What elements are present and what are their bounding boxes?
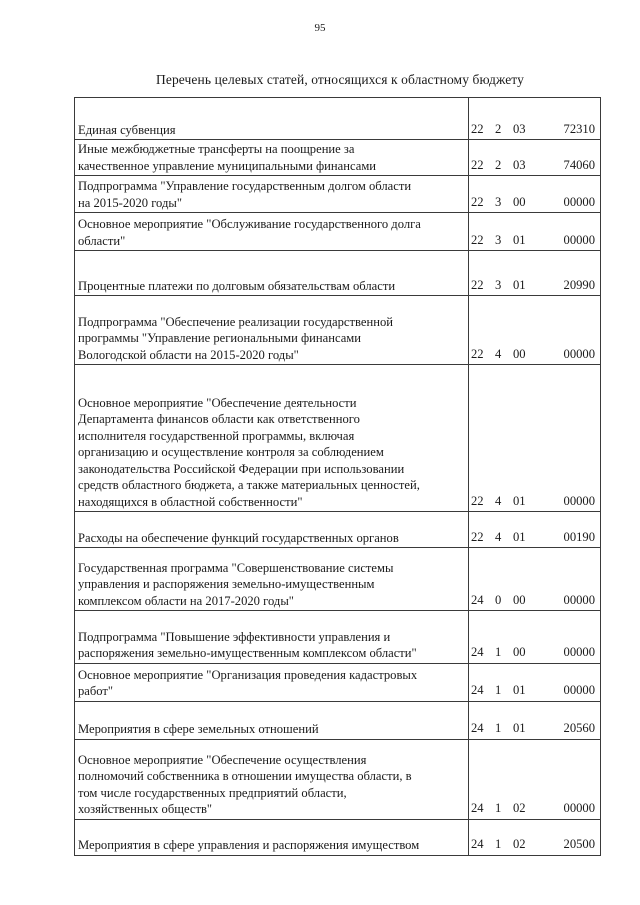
subprogram-code: 1: [495, 837, 502, 851]
document-title: Перечень целевых статей, относящихся к областному бюджету: [156, 72, 524, 87]
subprogram-code: 1: [495, 721, 502, 735]
subprogram-code: 4: [495, 493, 502, 508]
article-code-cell: [469, 819, 601, 855]
article-description: Основное мероприятие "Организация проведения кадастровых работ": [75, 663, 469, 701]
article-code-cell: [469, 98, 601, 140]
article-code-cell: [469, 365, 601, 512]
program-code: 24: [471, 721, 484, 735]
subprogram-code: 1: [495, 683, 502, 697]
direction-code: 00000: [563, 346, 595, 361]
article-code-cell: [469, 512, 601, 548]
article-code-cell: [469, 663, 601, 701]
subprogram-code: 0: [495, 592, 502, 607]
subprogram-code: 2: [495, 121, 502, 136]
direction-code: 00000: [563, 592, 595, 607]
article-description: Процентные платежи по долговым обязательствам области: [75, 251, 469, 296]
direction-code: 00000: [563, 493, 595, 508]
subprogram-code: 1: [495, 645, 502, 659]
program-code: 22: [471, 194, 484, 209]
program-code: 22: [471, 121, 484, 136]
direction-code: 00000: [563, 801, 595, 815]
article-description: Подпрограмма "Обеспечение реализации государственной программы "Управление региональными финансами Вологодской области на 2015-2020 годы": [75, 296, 469, 365]
activity-code: 01: [513, 493, 526, 508]
table-body: [75, 98, 601, 856]
activity-code: 01: [513, 683, 526, 697]
subprogram-code: 4: [495, 346, 502, 361]
article-description: Основное мероприятие "Обеспечение деятельности Департамента финансов области как ответственного исполнителя государственной программы, включая организацию и осуществление контроля за соблюдением законодательства Российской Федерации при использовании средств областного бюджета, а также материальных ценностей, находящихся в областной собственности": [75, 365, 469, 512]
program-code: 24: [471, 645, 484, 659]
program-code: 24: [471, 592, 484, 607]
activity-code: 03: [513, 157, 526, 172]
table-row: [75, 98, 601, 140]
activity-code: 03: [513, 121, 526, 136]
article-description: Подпрограмма "Управление государственным долгом области на 2015-2020 годы": [75, 176, 469, 213]
activity-code: 01: [513, 232, 526, 247]
article-code-cell: [469, 140, 601, 176]
direction-code: 20500: [563, 837, 595, 851]
subprogram-code: 3: [495, 232, 502, 247]
program-code: 24: [471, 837, 484, 851]
article-description: Мероприятия в сфере управления и распоряжения имуществом: [75, 819, 469, 855]
activity-code: 00: [513, 645, 526, 659]
article-description: Основное мероприятие "Обеспечение осуществления полномочий собственника в отношении имущества области, в том числе государственных предприятий области, хозяйственных обществ": [75, 739, 469, 819]
activity-code: 00: [513, 346, 526, 361]
article-code-cell: [469, 701, 601, 739]
activity-code: 01: [513, 529, 526, 544]
activity-code: 01: [513, 721, 526, 735]
direction-code: 00000: [563, 232, 595, 247]
direction-code: 00000: [563, 194, 595, 209]
direction-code: 00000: [563, 645, 595, 659]
article-description: Единая субвенция: [75, 98, 469, 140]
table-row: [75, 512, 601, 548]
article-description: Подпрограмма "Повышение эффективности управления и распоряжения земельно-имущественным комплексом области": [75, 611, 469, 664]
program-code: 22: [471, 529, 484, 544]
activity-code: 00: [513, 592, 526, 607]
program-code: 22: [471, 493, 484, 508]
article-code-cell: [469, 251, 601, 296]
article-description: Мероприятия в сфере земельных отношений: [75, 701, 469, 739]
activity-code: 02: [513, 837, 526, 851]
activity-code: 02: [513, 801, 526, 815]
program-code: 24: [471, 801, 484, 815]
target-articles-table: [74, 97, 601, 856]
program-code: 22: [471, 232, 484, 247]
article-description: Иные межбюджетные трансферты на поощрение за качественное управление муниципальными финансами: [75, 140, 469, 176]
direction-code: 72310: [563, 121, 595, 136]
table-row: [75, 819, 601, 855]
subprogram-code: 3: [495, 194, 502, 209]
program-code: 22: [471, 346, 484, 361]
table-row: [75, 548, 601, 611]
table-row: [75, 365, 601, 512]
page-number: 95: [314, 22, 326, 34]
subprogram-code: 4: [495, 529, 502, 544]
article-description: Государственная программа "Совершенствование системы управления и распоряжения земельно-имущественным комплексом области на 2017-2020 годы": [75, 548, 469, 611]
article-description: Расходы на обеспечение функций государственных органов: [75, 512, 469, 548]
direction-code: 00000: [563, 683, 595, 697]
article-code-cell: [469, 213, 601, 251]
article-description: Основное мероприятие "Обслуживание государственного долга области": [75, 213, 469, 251]
table-row: [75, 176, 601, 213]
program-code: 22: [471, 277, 484, 292]
article-code-cell: [469, 176, 601, 213]
table-row: [75, 140, 601, 176]
article-code-cell: [469, 548, 601, 611]
direction-code: 00190: [563, 529, 595, 544]
activity-code: 01: [513, 277, 526, 292]
subprogram-code: 3: [495, 277, 502, 292]
table-row: [75, 251, 601, 296]
program-code: 22: [471, 157, 484, 172]
table-row: [75, 663, 601, 701]
table-row: [75, 739, 601, 819]
article-code-cell: [469, 296, 601, 365]
table-row: [75, 296, 601, 365]
direction-code: 74060: [563, 157, 595, 172]
subprogram-code: 2: [495, 157, 502, 172]
subprogram-code: 1: [495, 801, 502, 815]
table-row: [75, 213, 601, 251]
direction-code: 20990: [563, 277, 595, 292]
article-code-cell: [469, 611, 601, 664]
table-row: [75, 611, 601, 664]
program-code: 24: [471, 683, 484, 697]
direction-code: 20560: [563, 721, 595, 735]
activity-code: 00: [513, 194, 526, 209]
table-row: [75, 701, 601, 739]
article-code-cell: [469, 739, 601, 819]
